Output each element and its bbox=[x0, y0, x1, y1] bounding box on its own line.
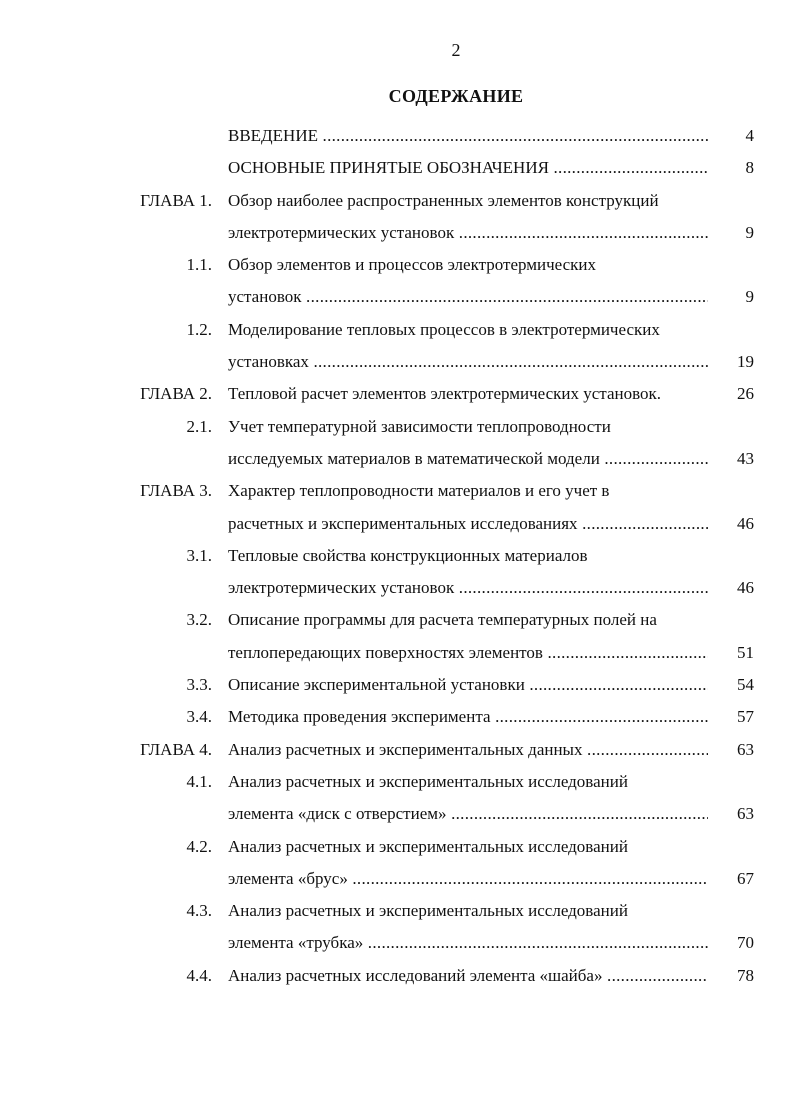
toc-entry-title-continuation: установок ..... bbox=[228, 281, 708, 313]
toc-entry-title: Анализ расчетных и экспериментальных исследований bbox=[228, 901, 628, 921]
toc-entry-page: 9 bbox=[745, 287, 754, 307]
toc-entry-page: 78 bbox=[737, 965, 754, 985]
toc-entry-continuation[interactable] bbox=[0, 863, 799, 895]
toc-entry-page: 70 bbox=[737, 933, 754, 953]
toc-entry-label: 1.2. bbox=[186, 319, 212, 339]
toc-entry-title-continuation: электротермических установок ..... bbox=[228, 572, 708, 604]
toc-entry-title: Анализ расчетных и экспериментальных исследований bbox=[228, 836, 628, 856]
toc-entry-label: 1.1. bbox=[186, 255, 212, 275]
toc-entry-label: ГЛАВА 1. bbox=[140, 190, 212, 210]
toc-entry-label: 4.4. bbox=[186, 965, 212, 985]
toc-entry-label: 4.3. bbox=[186, 901, 212, 921]
table-of-contents bbox=[0, 120, 799, 992]
toc-entry[interactable] bbox=[0, 378, 799, 410]
toc-entry[interactable] bbox=[0, 120, 799, 152]
toc-entry-title: Описание экспериментальной установки ..... bbox=[228, 669, 708, 701]
toc-entry-title: Тепловые свойства конструкционных материалов bbox=[228, 545, 588, 565]
toc-entry[interactable] bbox=[0, 669, 799, 701]
toc-entry-page: 63 bbox=[737, 804, 754, 824]
toc-entry-title: Учет температурной зависимости теплопроводности bbox=[228, 416, 611, 436]
toc-entry-title-continuation: теплопередающих поверхностях элементов ..... bbox=[228, 637, 708, 669]
toc-entry[interactable] bbox=[0, 766, 799, 798]
toc-entry-title: Методика проведения эксперимента ..... bbox=[228, 701, 708, 733]
toc-entry-page: 57 bbox=[737, 707, 754, 727]
toc-entry[interactable] bbox=[0, 152, 799, 184]
toc-entry-continuation[interactable] bbox=[0, 281, 799, 313]
toc-entry-page: 9 bbox=[745, 222, 754, 242]
toc-entry-title-continuation: элемента «брус» ..... bbox=[228, 863, 708, 895]
toc-entry-page: 46 bbox=[737, 578, 754, 598]
page-title: СОДЕРЖАНИЕ bbox=[388, 86, 524, 106]
toc-entry-title: Характер теплопроводности материалов и его учет в bbox=[228, 481, 610, 501]
toc-entry-page: 43 bbox=[737, 448, 754, 468]
toc-entry-label: ГЛАВА 4. bbox=[140, 739, 212, 759]
toc-entry-title-continuation: установках ..... bbox=[228, 346, 708, 378]
toc-entry[interactable] bbox=[0, 734, 799, 766]
toc-entry[interactable] bbox=[0, 540, 799, 572]
toc-entry-label: 3.3. bbox=[186, 675, 212, 695]
toc-entry[interactable] bbox=[0, 604, 799, 636]
toc-entry-page: 8 bbox=[745, 158, 754, 178]
toc-entry-title: Обзор наиболее распространенных элементов конструкций bbox=[228, 190, 659, 210]
toc-entry-title-continuation: исследуемых материалов в математической модели ..... bbox=[228, 443, 708, 475]
toc-entry-page: 46 bbox=[737, 513, 754, 533]
toc-entry-continuation[interactable] bbox=[0, 443, 799, 475]
toc-entry[interactable] bbox=[0, 831, 799, 863]
toc-entry-continuation[interactable] bbox=[0, 572, 799, 604]
toc-entry-label: 3.2. bbox=[186, 610, 212, 630]
toc-entry[interactable] bbox=[0, 314, 799, 346]
toc-entry-title: Моделирование тепловых процессов в электротермических bbox=[228, 319, 660, 339]
toc-entry-title: ВВЕДЕНИЕ ..... bbox=[228, 120, 708, 152]
toc-entry-page: 54 bbox=[737, 675, 754, 695]
toc-entry[interactable] bbox=[0, 411, 799, 443]
toc-entry-label: 2.1. bbox=[186, 416, 212, 436]
toc-entry-continuation[interactable] bbox=[0, 508, 799, 540]
toc-entry-title: Описание программы для расчета температурных полей на bbox=[228, 610, 657, 630]
toc-entry[interactable] bbox=[0, 249, 799, 281]
page-number: 2 bbox=[451, 40, 461, 60]
toc-entry[interactable] bbox=[0, 895, 799, 927]
toc-entry[interactable] bbox=[0, 701, 799, 733]
toc-entry[interactable] bbox=[0, 960, 799, 992]
toc-entry-page: 19 bbox=[737, 352, 754, 372]
toc-entry[interactable] bbox=[0, 475, 799, 507]
toc-entry-label: ГЛАВА 2. bbox=[140, 384, 212, 404]
toc-entry-page: 63 bbox=[737, 739, 754, 759]
toc-entry-title: Тепловой расчет элементов электротермических установок. bbox=[228, 384, 662, 404]
toc-entry-page: 4 bbox=[745, 126, 754, 145]
toc-entry-title-continuation: расчетных и экспериментальных исследованиях ..... bbox=[228, 508, 708, 540]
toc-entry-label: 4.1. bbox=[186, 771, 212, 791]
toc-entry-continuation[interactable] bbox=[0, 927, 799, 959]
toc-entry-continuation[interactable] bbox=[0, 346, 799, 378]
toc-entry-page: 67 bbox=[737, 868, 754, 888]
toc-entry-label: ГЛАВА 3. bbox=[140, 481, 212, 501]
toc-entry-continuation[interactable] bbox=[0, 798, 799, 830]
toc-entry-title: ОСНОВНЫЕ ПРИНЯТЫЕ ОБОЗНАЧЕНИЯ ..... bbox=[228, 152, 708, 184]
toc-entry-title-continuation: элемента «диск с отверстием» ..... bbox=[228, 798, 708, 830]
toc-entry-label: 3.4. bbox=[186, 707, 212, 727]
toc-entry[interactable] bbox=[0, 185, 799, 217]
toc-entry-label: 4.2. bbox=[186, 836, 212, 856]
toc-entry-title-continuation: элемента «трубка» ..... bbox=[228, 927, 708, 959]
toc-entry-continuation[interactable] bbox=[0, 637, 799, 669]
toc-entry-title-continuation: электротермических установок ..... bbox=[228, 217, 708, 249]
toc-entry-title: Обзор элементов и процессов электротермических bbox=[228, 255, 597, 275]
toc-entry-title: Анализ расчетных и экспериментальных исследований bbox=[228, 771, 628, 791]
toc-entry-title: Анализ расчетных и экспериментальных данных ..... bbox=[228, 734, 708, 766]
toc-entry-page: 26 bbox=[737, 384, 754, 404]
toc-entry-label: 3.1. bbox=[186, 545, 212, 565]
toc-entry-page: 51 bbox=[737, 642, 754, 662]
toc-entry-continuation[interactable] bbox=[0, 217, 799, 249]
toc-entry-title: Анализ расчетных исследований элемента «шайба» ..... bbox=[228, 960, 708, 992]
